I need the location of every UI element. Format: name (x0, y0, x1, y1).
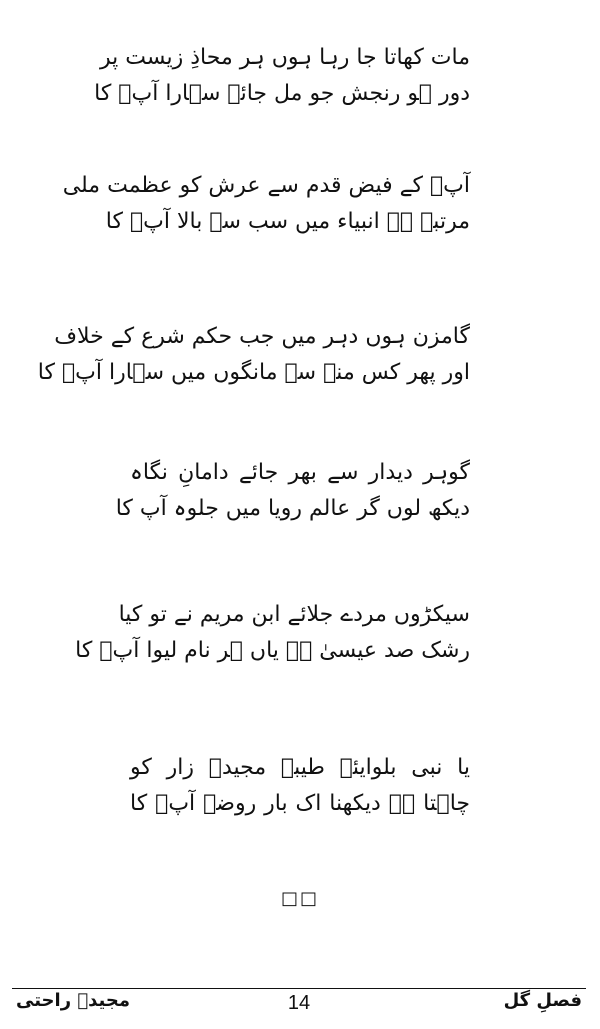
verse-line: دیکھ لوں گر عالم رویا میں جلوہ آپ کا (115, 496, 470, 521)
verse-line: چاہتا ہے دیکھنا اک بار روضہ آپؐ کا (130, 791, 470, 816)
verse-line: سیکڑوں مردے جلائے ابن مریم نے تو کیا (118, 602, 470, 627)
stanza-4 (115, 455, 470, 527)
section-end-ornament: □□ (280, 888, 319, 909)
page-footer (12, 990, 586, 1024)
stanza-3 (37, 319, 470, 391)
footer-book-title: فصلِ گل (503, 990, 582, 1011)
verse-line: یا نبی بلوایئے طیبہ مجیدؔ زار کو (130, 755, 470, 780)
verse-line: مرتبہ ہے انبیاء میں سب سے بالا آپؐ کا (105, 209, 470, 234)
verse-line: گامزن ہوں دہر میں جب حکم شرع کے خلاف (54, 324, 470, 349)
verse-line: دور ہو رنجش جو مل جائے سہارا آپؐ کا (94, 81, 470, 106)
footer-divider (12, 988, 586, 989)
verse-line: اور پھر کس منہ سے مانگوں میں سہارا آپؐ کا (37, 360, 470, 385)
verse-line: گوہر دیدار سے بھر جائے دامانِ نگاہ (130, 460, 470, 485)
footer-author: مجیدؔ راحتی (16, 990, 130, 1011)
stanza-5 (75, 597, 470, 669)
stanza-1 (94, 40, 470, 112)
page-number: 14 (287, 992, 311, 1014)
verse-line: مات کھاتا جا رہا ہوں ہر محاذِ زیست پر (100, 45, 470, 70)
verse-line: رشک صد عیسیٰ ہے یاں ہر نام لیوا آپؐ کا (75, 638, 470, 663)
stanza-2 (62, 168, 470, 240)
verse-line: آپؐ کے فیض قدم سے عرش کو عظمت ملی (62, 173, 470, 198)
stanza-6 (130, 750, 470, 822)
